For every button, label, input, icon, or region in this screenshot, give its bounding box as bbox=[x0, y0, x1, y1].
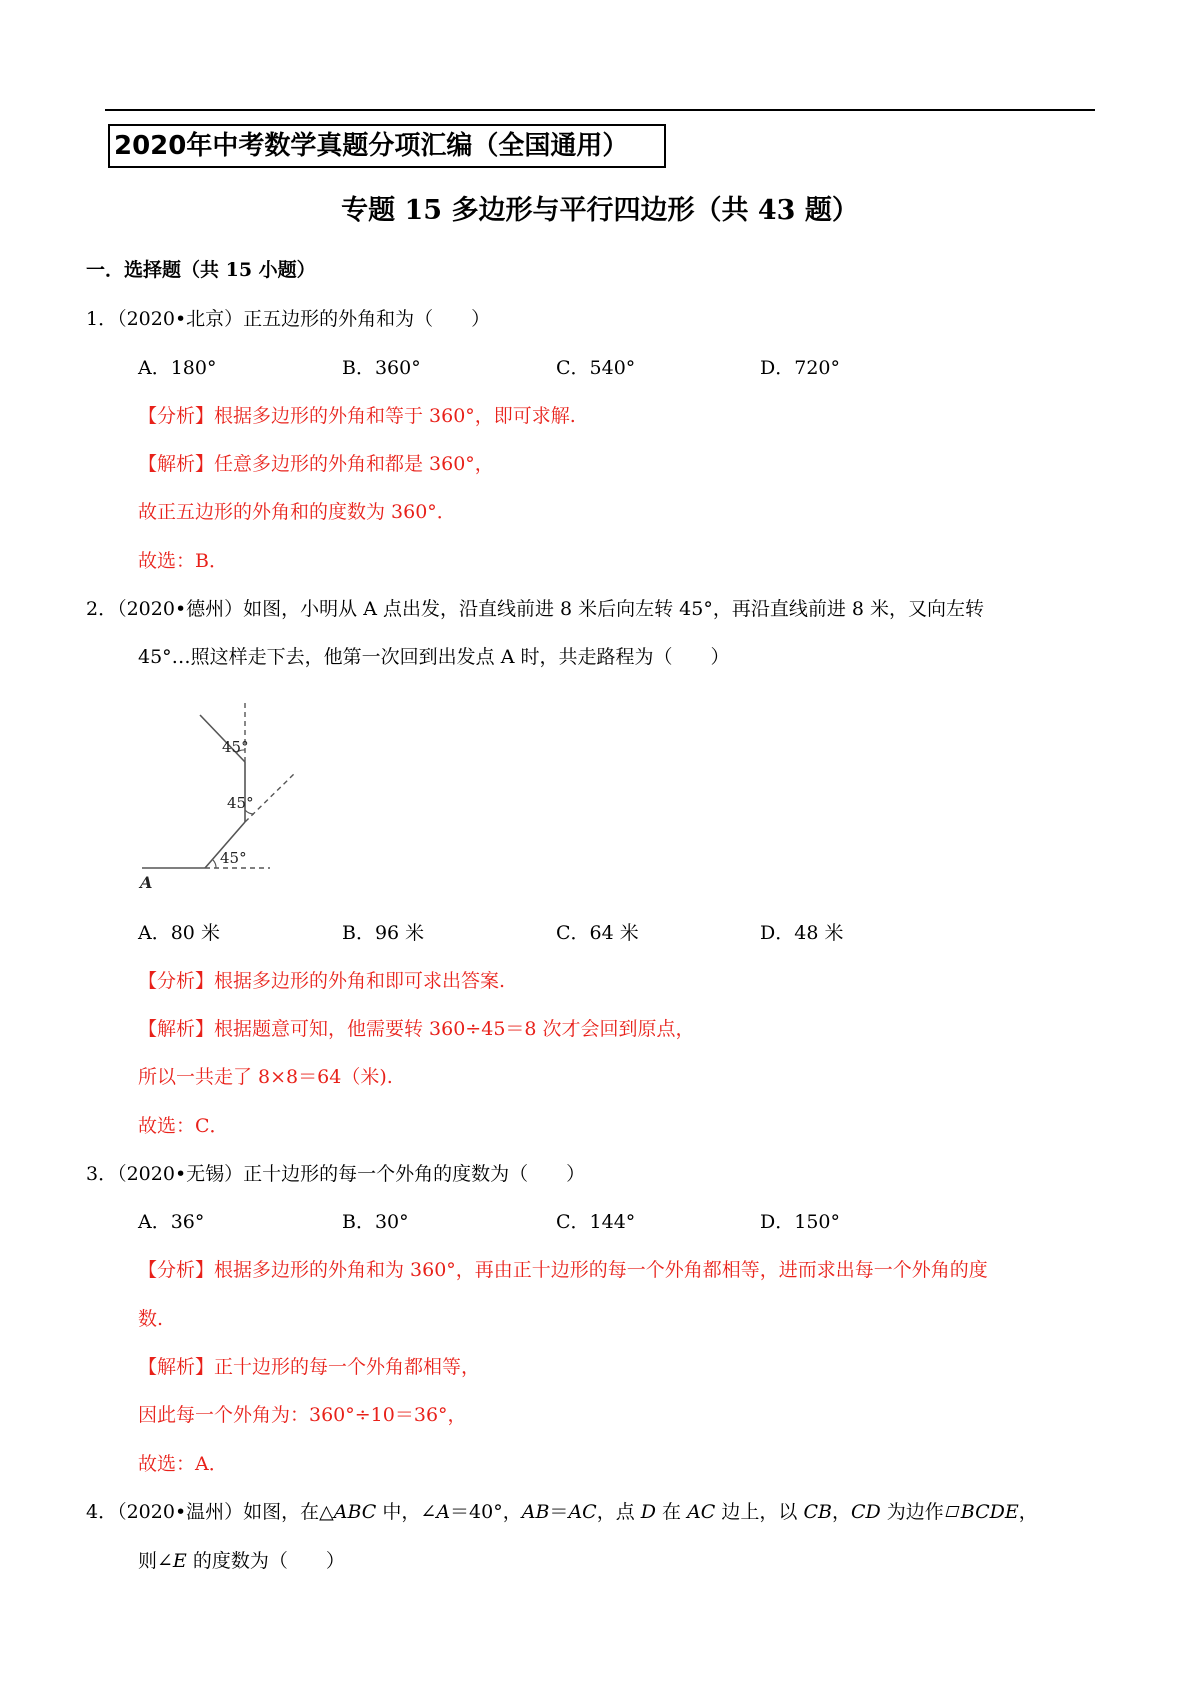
text: 4．（2020•温州）如图，在△ bbox=[86, 1501, 334, 1523]
parallelogram-icon bbox=[945, 1506, 959, 1517]
q1-stem: 1．（2020•北京）正五边形的外角和为（ ） bbox=[86, 308, 491, 330]
q1-option-c: C．540° bbox=[556, 357, 636, 379]
topic-title: 专题 15 多边形与平行四边形（共 43 题） bbox=[341, 195, 859, 226]
q2-figure bbox=[130, 690, 310, 890]
q1-option-b: B．360° bbox=[342, 357, 421, 379]
math-var: A bbox=[436, 1501, 451, 1523]
q2-answer: 故选：C． bbox=[138, 1115, 229, 1137]
q3-solution-line: 【解析】正十边形的每一个外角都相等， bbox=[138, 1356, 481, 1378]
angle-label: 45° bbox=[222, 738, 249, 756]
text: ＝ bbox=[549, 1501, 569, 1523]
q3-option-a: A．36° bbox=[138, 1211, 205, 1233]
math-var: ABC bbox=[333, 1501, 377, 1523]
text: 在 bbox=[655, 1501, 688, 1523]
q3-option-d: D．150° bbox=[760, 1211, 840, 1233]
text: ，点 bbox=[596, 1501, 641, 1523]
q1-option-d: D．720° bbox=[760, 357, 840, 379]
q1-solution-line: 故正五边形的外角和的度数为 360°． bbox=[138, 501, 456, 523]
q2-solution-line: 所以一共走了 8×8＝64（米). bbox=[138, 1066, 393, 1088]
math-var: CD bbox=[850, 1501, 881, 1523]
math-var: AC bbox=[568, 1501, 597, 1523]
q1-analysis: 【分析】根据多边形的外角和等于 360°，即可求解. bbox=[138, 405, 576, 427]
q2-option-a: A．80 米 bbox=[138, 922, 220, 944]
book-title: 2020年中考数学真题分项汇编（全国通用） bbox=[114, 131, 629, 161]
q2-stem-line: 2．（2020•德州）如图，小明从 A 点出发，沿直线前进 8 米后向左转 45°，再沿直线前进 8 米，又向左转 bbox=[86, 598, 985, 620]
section-title: 一．选择题（共 15 小题） bbox=[86, 259, 316, 281]
math-var: AC bbox=[687, 1501, 716, 1523]
q2-option-c: C．64 米 bbox=[556, 922, 639, 944]
text: 则∠ bbox=[138, 1550, 173, 1572]
text: ， bbox=[831, 1501, 851, 1523]
q4-stem-line bbox=[86, 1497, 1038, 1524]
q3-analysis-line: 【分析】根据多边形的外角和为 360°，再由正十边形的每一个外角都相等，进而求出每一个外角的度 bbox=[138, 1259, 988, 1281]
q1-answer: 故选：B． bbox=[138, 550, 228, 572]
q2-analysis: 【分析】根据多边形的外角和即可求出答案. bbox=[138, 970, 506, 992]
q3-stem: 3．（2020•无锡）正十边形的每一个外角的度数为（ ） bbox=[86, 1163, 586, 1185]
text: 中，∠ bbox=[376, 1501, 437, 1523]
top-rule bbox=[105, 109, 1095, 111]
text: ＝40°， bbox=[450, 1501, 522, 1523]
q3-solution-line: 因此每一个外角为：360°÷10＝36°， bbox=[138, 1404, 467, 1426]
q3-analysis-line: 数. bbox=[138, 1308, 164, 1330]
math-var: E bbox=[172, 1550, 187, 1572]
q2-option-d: D．48 米 bbox=[760, 922, 844, 944]
q4-stem-line bbox=[138, 1546, 345, 1573]
angle-label: 45° bbox=[220, 849, 247, 867]
angle-label: 45° bbox=[227, 794, 254, 812]
q3-answer: 故选：A． bbox=[138, 1453, 228, 1475]
q3-option-b: B．30° bbox=[342, 1211, 409, 1233]
text: 的度数为（ ） bbox=[186, 1550, 345, 1572]
q3-option-c: C．144° bbox=[556, 1211, 636, 1233]
angle-arc bbox=[213, 860, 216, 868]
text: 为边作 bbox=[880, 1501, 944, 1523]
q2-solution-line: 【解析】根据题意可知，他需要转 360÷45＝8 次才会回到原点， bbox=[138, 1018, 695, 1040]
math-var: D bbox=[640, 1501, 656, 1523]
math-var: BCDE bbox=[960, 1501, 1019, 1523]
math-var: CB bbox=[803, 1501, 832, 1523]
q1-solution-line: 【解析】任意多边形的外角和都是 360°， bbox=[138, 453, 494, 475]
math-var: AB bbox=[521, 1501, 550, 1523]
q2-option-b: B．96 米 bbox=[342, 922, 425, 944]
q2-stem-line: 45°…照这样走下去，他第一次回到出发点 A 时，共走路程为（ ） bbox=[138, 646, 730, 668]
text: 边上，以 bbox=[715, 1501, 804, 1523]
book-title-box bbox=[108, 124, 666, 168]
q1-option-a: A．180° bbox=[138, 357, 217, 379]
point-label-a: A bbox=[140, 873, 153, 890]
text: ， bbox=[1018, 1501, 1038, 1523]
